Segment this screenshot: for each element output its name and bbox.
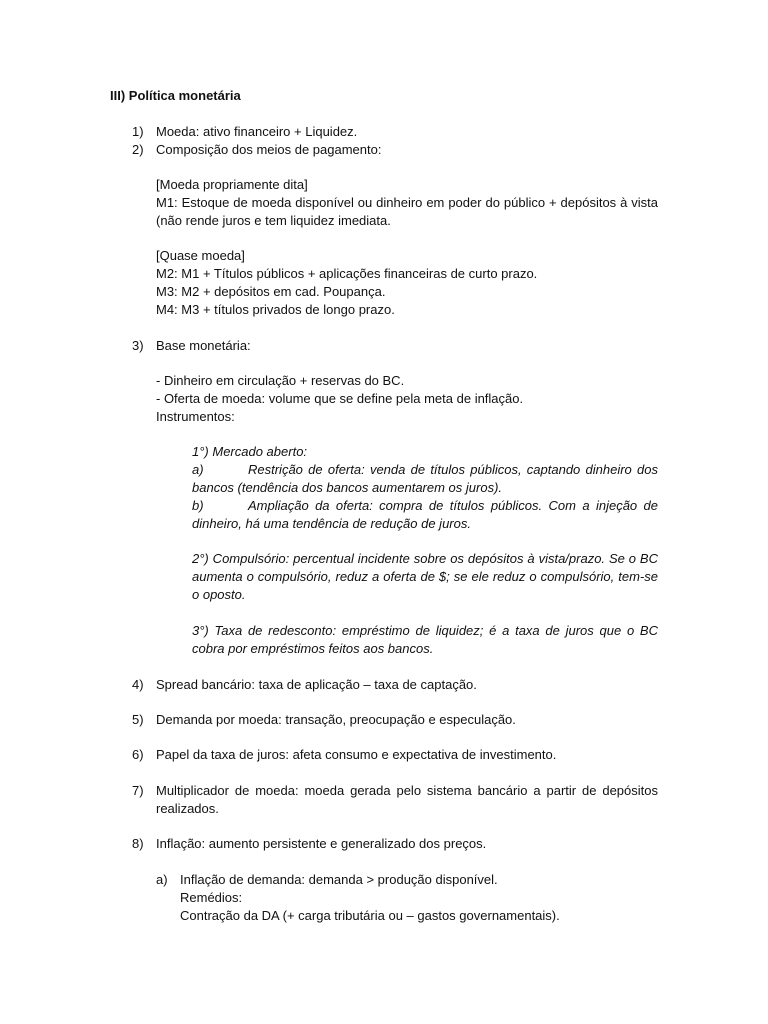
mercado-aberto-title [192,443,658,461]
instrumento-b [192,497,658,533]
mercado-aberto-heading: 1°) Mercado aberto: [192,444,308,459]
letter-b: b) [192,498,204,513]
instrumento-b-text: Ampliação da oferta: compra de títulos públicos. Com a injeção de dinheiro, há uma tendência de redução de juros. [192,498,658,531]
redesconto-text: 3°) Taxa de redesconto: empréstimo de liquidez; é a taxa de juros que o BC cobra por empréstimos feitos aos bancos. [192,623,658,656]
inflacao-demanda-line-1: Inflação de demanda: demanda > produção disponível. [180,872,498,887]
section-title: III) Política monetária [110,88,241,103]
remedios-label: Remédios: [180,890,243,905]
list-number: 2) [132,142,144,157]
list-text: Demanda por moeda: transação, preocupação e especulação. [156,712,516,727]
base-line-1: - Dinheiro em circulação + reservas do BC. [156,373,405,388]
m3-definition: M3: M2 + depósitos em cad. Poupança. [156,284,386,299]
list-text: Spread bancário: taxa de aplicação – taxa de captação. [156,677,477,692]
list-number: 7) [132,783,144,798]
list-number: 3) [132,338,144,353]
list-number: 4) [132,677,144,692]
instrumento-a-text: Restrição de oferta: venda de títulos públicos, captando dinheiro dos bancos (tendência dos bancos aumentarem os juros). [192,462,658,495]
list-text: Base monetária: [156,338,251,353]
moeda-propria-heading: [Moeda propriamente dita] [156,177,308,192]
letter-a: a) [192,462,204,477]
base-monetaria-block [156,372,658,426]
inflacao-demanda-text [180,871,658,925]
instrumentos-label: Instrumentos: [156,409,235,424]
remedios-line: Contração da DA (+ carga tributária ou – gastos governamentais). [180,908,560,923]
list-number: 6) [132,747,144,762]
redesconto-paragraph [192,622,658,658]
quase-moeda-block [156,247,658,319]
moeda-propria-block [156,176,658,230]
m1-definition: M1: Estoque de moeda disponível ou dinheiro em poder do público + depósitos à vista (não rende juros e tem liquidez imediata. [156,195,658,228]
base-line-2: - Oferta de moeda: volume que se define pela meta de inflação. [156,391,524,406]
list-text: Papel da taxa de juros: afeta consumo e expectativa de investimento. [156,747,557,762]
instrumento-a [192,461,658,497]
list-text: Multiplicador de moeda: moeda gerada pelo sistema bancário a partir de depósitos realizados. [156,783,658,816]
m4-definition: M4: M3 + títulos privados de longo prazo. [156,302,395,317]
list-number: 5) [132,712,144,727]
letter-a: a) [156,872,168,887]
list-number: 8) [132,836,144,851]
m2-definition: M2: M1 + Títulos públicos + aplicações financeiras de curto prazo. [156,266,538,281]
quase-moeda-heading: [Quase moeda] [156,248,245,263]
list-text: Inflação: aumento persistente e generalizado dos preços. [156,836,487,851]
list-text: Moeda: ativo financeiro + Liquidez. [156,124,358,139]
compulsorio-paragraph [192,550,658,604]
list-text: Composição dos meios de pagamento: [156,142,382,157]
compulsorio-text: 2°) Compulsório: percentual incidente sobre os depósitos à vista/prazo. Se o BC aumenta o compulsório, reduz a oferta de $; se ele reduz o compulsório, tem-se o oposto. [192,551,658,602]
list-number: 1) [132,124,144,139]
